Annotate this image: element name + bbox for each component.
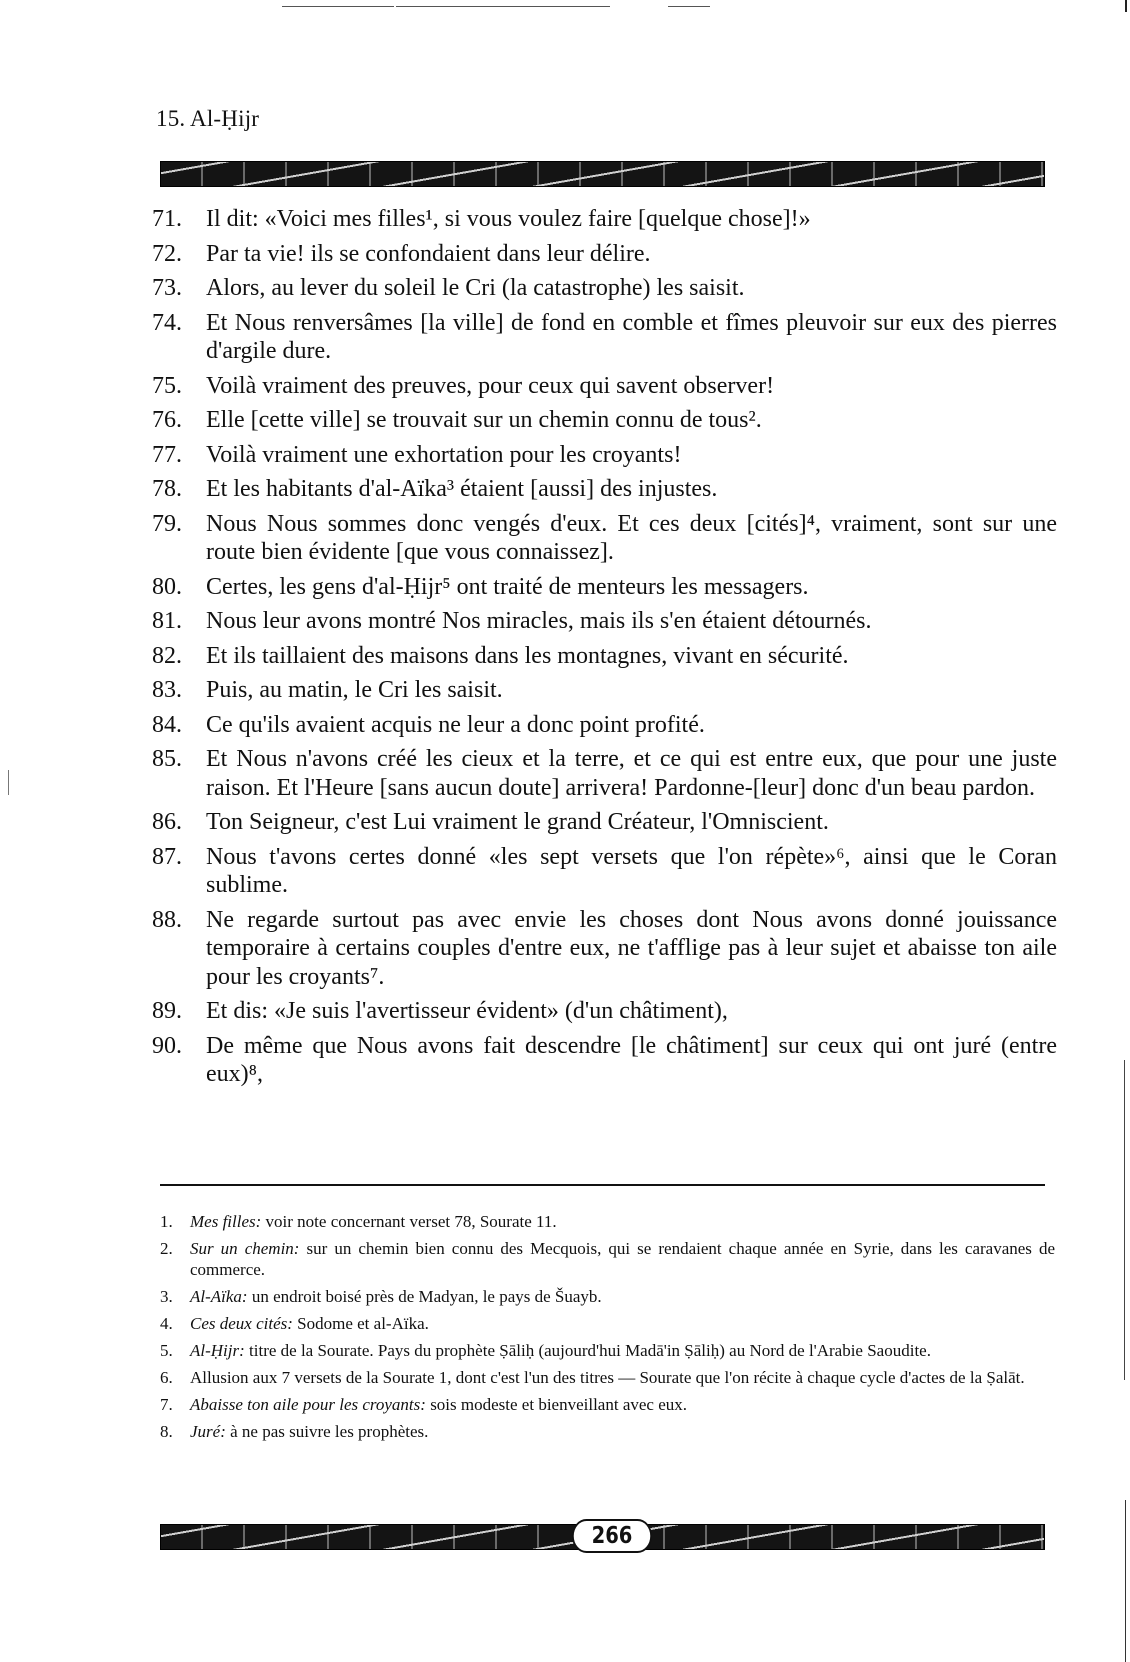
- scan-edge-mark-right: [1124, 1060, 1125, 1380]
- verse: [152, 510, 1057, 567]
- footnote-term: Abaisse ton aile pour les croyants:: [190, 1395, 426, 1414]
- verse-number: 72.: [152, 240, 182, 267]
- verse-number: 73.: [152, 275, 182, 301]
- verse-text: Voilà vraiment des preuves, pour ceux qui savent observer!: [206, 372, 775, 399]
- footnote-number: 4.: [160, 1314, 173, 1333]
- page-header: 15. Al-Ḥijr: [156, 106, 260, 131]
- footnote-number: 3.: [160, 1287, 173, 1306]
- verse-text: Ce qu'ils avaient acquis ne leur a donc point profité.: [206, 711, 705, 738]
- verse: [152, 475, 1057, 504]
- verse: [152, 274, 1057, 303]
- verse-number: 89.: [152, 998, 182, 1024]
- verse-number: 87.: [152, 843, 182, 870]
- verse-text: Puis, au matin, le Cri les saisit.: [206, 677, 503, 703]
- verse-number: 80.: [152, 573, 182, 600]
- verse: [152, 1032, 1057, 1089]
- verse: [152, 711, 1057, 740]
- verse-text: De même que Nous avons fait descendre [le châtiment] sur ceux qui ont juré (entre eux)⁸,: [206, 1032, 1057, 1087]
- footnote-number: 8.: [160, 1422, 173, 1441]
- verse: [152, 406, 1057, 435]
- footnote-term: Al-Aïka:: [190, 1287, 248, 1306]
- verse-text: Il dit: «Voici mes filles¹, si vous voulez faire [quelque chose]!»: [206, 206, 811, 232]
- verse-number: 90.: [152, 1032, 182, 1059]
- footnote: [160, 1340, 1055, 1361]
- footnote-term: Mes filles:: [190, 1212, 262, 1231]
- footnote-text: sois modeste et bienveillant avec eux.: [430, 1395, 687, 1414]
- verse-text: Alors, au lever du soleil le Cri (la catastrophe) les saisit.: [206, 275, 745, 301]
- verse: [152, 240, 1057, 269]
- verse: [152, 372, 1057, 401]
- verse: [152, 997, 1057, 1026]
- verse: [152, 906, 1057, 992]
- verse-number: 78.: [152, 476, 182, 502]
- footnote: [160, 1238, 1055, 1280]
- footnote-number: 1.: [160, 1212, 173, 1231]
- footnote: [160, 1313, 1055, 1334]
- verse-text: Et Nous renversâmes [la ville] de fond en comble et fîmes pleuvoir sur eux des pierres d'argile dure.: [206, 309, 1057, 364]
- scan-edge-mark-left: [8, 770, 9, 795]
- verse-number: 81.: [152, 608, 182, 634]
- verse-number: 86.: [152, 809, 182, 835]
- verse: [152, 745, 1057, 802]
- verse-number: 88.: [152, 906, 182, 933]
- top-scan-line-left: [282, 6, 394, 7]
- verse-number: 84.: [152, 711, 182, 738]
- footnote-text: voir note concernant verset 78, Sourate 11.: [265, 1212, 557, 1231]
- footnote-number: 5.: [160, 1341, 173, 1360]
- footnote-term: Al-Ḥijr:: [190, 1341, 245, 1360]
- verse-number: 74.: [152, 309, 182, 336]
- footnote-separator: [160, 1184, 1045, 1186]
- verse-number: 82.: [152, 642, 182, 669]
- footnote-term: Ces deux cités:: [190, 1314, 293, 1333]
- footnote-text: un endroit boisé près de Madyan, le pays de Šuayb.: [251, 1287, 602, 1306]
- top-scan-line-right: [668, 6, 710, 7]
- verse-number: 85.: [152, 746, 182, 772]
- verse-text: Voilà vraiment une exhortation pour les croyants!: [206, 441, 682, 468]
- footnote-text: Sodome et al-Aïka.: [297, 1314, 429, 1333]
- footnote-term: Sur un chemin:: [190, 1239, 300, 1258]
- verse-text: Nous t'avons certes donné «les sept versets que l'on répète»⁶, ainsi que le Coran sublime.: [206, 843, 1057, 898]
- verse-list: [152, 205, 1057, 1095]
- footnote-term: Juré:: [190, 1422, 226, 1441]
- verse-number: 71.: [152, 206, 182, 232]
- footnote-number: 6.: [160, 1368, 173, 1387]
- verse-text: Par ta vie! ils se confondaient dans leur délire.: [206, 240, 651, 267]
- footnote-number: 2.: [160, 1239, 173, 1258]
- footnote: [160, 1421, 1055, 1442]
- verse-text: Et les habitants d'al-Aïka³ étaient [aussi] des injustes.: [206, 476, 718, 502]
- verse: [152, 676, 1057, 705]
- verse: [152, 309, 1057, 366]
- footnote-text: titre de la Sourate. Pays du prophète Ṣāliḥ (aujourd'hui Madā'in Ṣāliḥ) au Nord de l'Arabie Saoudite.: [249, 1341, 931, 1360]
- scan-edge-mark-top: [1125, 0, 1127, 12]
- verse-text: Elle [cette ville] se trouvait sur un chemin connu de tous².: [206, 407, 762, 433]
- verse-text: Et ils taillaient des maisons dans les montagnes, vivant en sécurité.: [206, 642, 849, 669]
- verse: [152, 607, 1057, 636]
- verse: [152, 843, 1057, 900]
- verse-number: 83.: [152, 677, 182, 703]
- verse-text: Et Nous n'avons créé les cieux et la terre, et ce qui est entre eux, que pour une juste raison. Et l'Heure [sans aucun doute] arrivera! Pardonne-[leur] donc d'un beau pardon.: [206, 746, 1057, 801]
- footnote-text: sur un chemin bien connu des Mecquois, qui se rendaient chaque année en Syrie, dans les caravanes de commerce.: [190, 1239, 1056, 1279]
- verse-text: Nous Nous sommes donc vengés d'eux. Et ces deux [cités]⁴, vraiment, sont sur une route bien évidente [que vous connaissez].: [206, 510, 1057, 565]
- footnote: [160, 1367, 1055, 1388]
- decorative-band-top: [160, 161, 1045, 187]
- verse-number: 76.: [152, 407, 182, 433]
- footnote: [160, 1394, 1055, 1415]
- top-scan-line-mid: [396, 6, 610, 7]
- verse-text: Certes, les gens d'al-Ḥijr⁵ ont traité de menteurs les messagers.: [206, 573, 809, 600]
- page-number: 266: [572, 1519, 652, 1553]
- footnote-number: 7.: [160, 1395, 173, 1414]
- footnote-list: [160, 1211, 1055, 1448]
- footnote-text: à ne pas suivre les prophètes.: [230, 1422, 429, 1441]
- footnote: [160, 1286, 1055, 1307]
- verse: [152, 441, 1057, 470]
- footnote: [160, 1211, 1055, 1232]
- verse-text: Ne regarde surtout pas avec envie les choses dont Nous avons donné jouissance temporaire à certains couples d'entre eux, ne t'afflige pas à leur sujet et abaisse ton aile pour les croyants⁷.: [206, 906, 1057, 990]
- verse-number: 79.: [152, 510, 182, 537]
- verse: [152, 808, 1057, 837]
- verse: [152, 642, 1057, 671]
- footnote-text: Allusion aux 7 versets de la Sourate 1, dont c'est l'un des titres — Sourate que l'on récite à chaque cycle d'actes de la Ṣalāt.: [190, 1368, 1025, 1387]
- verse-text: Ton Seigneur, c'est Lui vraiment le grand Créateur, l'Omniscient.: [206, 809, 829, 835]
- scan-edge-mark-bottom-right: [1125, 1500, 1126, 1662]
- verse-text: Et dis: «Je suis l'avertisseur évident» (d'un châtiment),: [206, 998, 728, 1024]
- verse-text: Nous leur avons montré Nos miracles, mais ils s'en étaient détournés.: [206, 608, 872, 634]
- verse-number: 77.: [152, 441, 182, 468]
- verse-number: 75.: [152, 372, 182, 399]
- verse: [152, 573, 1057, 602]
- verse: [152, 205, 1057, 234]
